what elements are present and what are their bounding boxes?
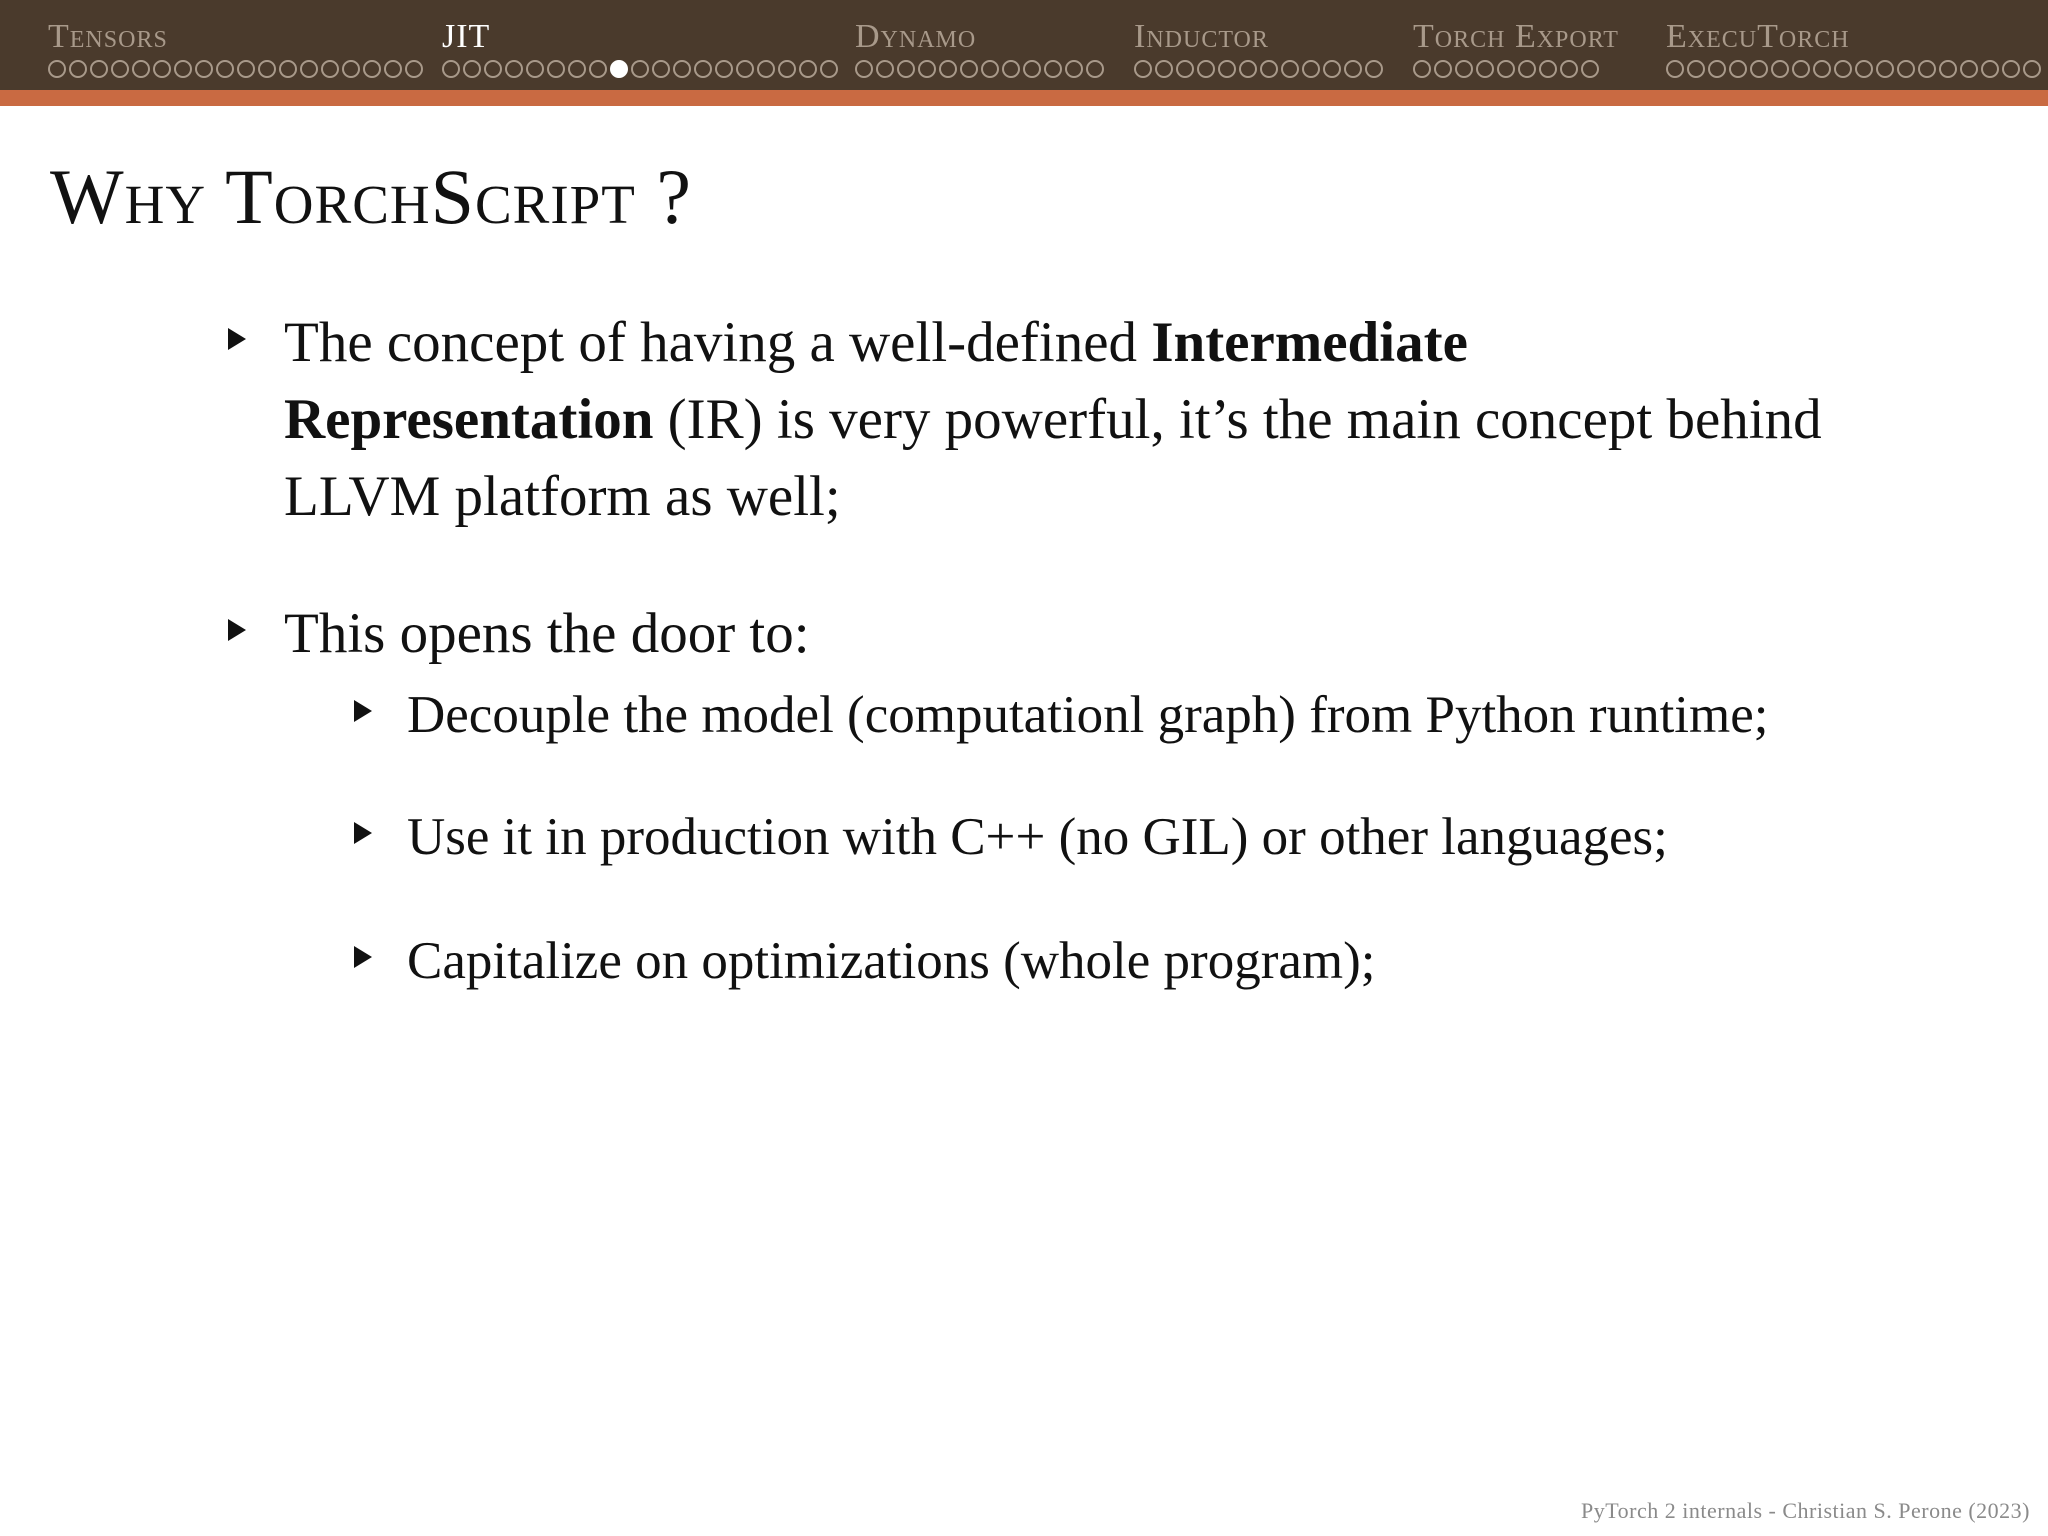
nav-dot[interactable] bbox=[526, 60, 544, 78]
footer-credit: PyTorch 2 internals - Christian S. Perone (2023) bbox=[1581, 1498, 2030, 1523]
nav-dot[interactable] bbox=[1497, 60, 1515, 78]
sub-bullet-decouple: Decouple the model (computationl graph) from Python runtime; bbox=[407, 686, 1769, 744]
nav-dot[interactable] bbox=[1581, 60, 1599, 78]
nav-dot[interactable] bbox=[174, 60, 192, 78]
nav-dot[interactable] bbox=[1813, 60, 1831, 78]
nav-dot[interactable] bbox=[1476, 60, 1494, 78]
bullet-marker-icon bbox=[228, 328, 246, 350]
nav-dot[interactable] bbox=[1155, 60, 1173, 78]
nav-dot[interactable] bbox=[1518, 60, 1536, 78]
nav-dot[interactable] bbox=[1981, 60, 1999, 78]
nav-dot[interactable] bbox=[195, 60, 213, 78]
bullet-text: The concept of having a well-defined bbox=[284, 311, 1152, 374]
nav-dot[interactable] bbox=[300, 60, 318, 78]
nav-dot[interactable] bbox=[855, 60, 873, 78]
nav-dot[interactable] bbox=[279, 60, 297, 78]
bullet-marker-icon bbox=[228, 619, 246, 641]
nav-dot[interactable] bbox=[1218, 60, 1236, 78]
nav-dot[interactable] bbox=[48, 60, 66, 78]
nav-dot[interactable] bbox=[1834, 60, 1852, 78]
nav-section-title[interactable]: ExecuTorch bbox=[1666, 18, 1850, 55]
nav-dot[interactable] bbox=[1197, 60, 1215, 78]
nav-dot[interactable] bbox=[1666, 60, 1684, 78]
nav-dot[interactable] bbox=[1560, 60, 1578, 78]
nav-dots bbox=[1134, 60, 1383, 78]
nav-dot[interactable] bbox=[1960, 60, 1978, 78]
nav-dot[interactable] bbox=[694, 60, 712, 78]
nav-dot[interactable] bbox=[505, 60, 523, 78]
nav-section-title[interactable]: Torch Export bbox=[1413, 18, 1619, 55]
nav-dot[interactable] bbox=[90, 60, 108, 78]
nav-dot[interactable] bbox=[1023, 60, 1041, 78]
nav-dot[interactable] bbox=[405, 60, 423, 78]
nav-dot[interactable] bbox=[1750, 60, 1768, 78]
sub-bullet-marker-icon bbox=[354, 946, 372, 968]
nav-dot[interactable] bbox=[589, 60, 607, 78]
nav-dot[interactable] bbox=[1323, 60, 1341, 78]
nav-dot[interactable] bbox=[960, 60, 978, 78]
sub-bullet-optimizations: Capitalize on optimizations (whole program); bbox=[407, 932, 1376, 990]
nav-dots bbox=[1413, 60, 1599, 78]
nav-dot[interactable] bbox=[1176, 60, 1194, 78]
nav-dot[interactable] bbox=[216, 60, 234, 78]
nav-dot[interactable] bbox=[568, 60, 586, 78]
nav-dot[interactable] bbox=[1281, 60, 1299, 78]
nav-dot[interactable] bbox=[876, 60, 894, 78]
nav-dot[interactable] bbox=[757, 60, 775, 78]
nav-dot[interactable] bbox=[1434, 60, 1452, 78]
nav-dot[interactable] bbox=[1855, 60, 1873, 78]
bullet-opens-door: This opens the door to: bbox=[284, 602, 810, 665]
nav-dot[interactable] bbox=[1729, 60, 1747, 78]
nav-dot[interactable] bbox=[715, 60, 733, 78]
nav-dot[interactable] bbox=[111, 60, 129, 78]
nav-dot[interactable] bbox=[1876, 60, 1894, 78]
sub-bullet-marker-icon bbox=[354, 822, 372, 844]
nav-dot[interactable] bbox=[132, 60, 150, 78]
nav-dot[interactable] bbox=[1939, 60, 1957, 78]
nav-dot[interactable] bbox=[1413, 60, 1431, 78]
nav-dot[interactable] bbox=[2023, 60, 2041, 78]
nav-dot[interactable] bbox=[1792, 60, 1810, 78]
nav-section-title[interactable]: Dynamo bbox=[855, 18, 977, 55]
nav-dot[interactable] bbox=[258, 60, 276, 78]
nav-dot[interactable] bbox=[1365, 60, 1383, 78]
bullet-text: (IR) is very powerful, it’s the main concept behind LLVM platform as well; bbox=[284, 388, 1822, 528]
nav-dot[interactable] bbox=[1897, 60, 1915, 78]
nav-section-title[interactable]: JIT bbox=[442, 18, 491, 55]
nav-dot[interactable] bbox=[1771, 60, 1789, 78]
nav-dots bbox=[48, 60, 423, 78]
nav-dot[interactable] bbox=[1002, 60, 1020, 78]
nav-dot[interactable] bbox=[363, 60, 381, 78]
nav-dot[interactable] bbox=[673, 60, 691, 78]
nav-dot[interactable] bbox=[1065, 60, 1083, 78]
section-navigation-bar bbox=[0, 0, 2048, 90]
nav-dot[interactable] bbox=[463, 60, 481, 78]
nav-dot[interactable] bbox=[384, 60, 402, 78]
nav-dot[interactable] bbox=[1539, 60, 1557, 78]
nav-dot[interactable] bbox=[237, 60, 255, 78]
bullet-bold-text: Intermediate Representation bbox=[284, 311, 1468, 451]
nav-dot[interactable] bbox=[939, 60, 957, 78]
nav-section-title[interactable]: Tensors bbox=[48, 18, 168, 55]
nav-dot[interactable] bbox=[342, 60, 360, 78]
bullet-ir-concept bbox=[284, 304, 1844, 535]
nav-dot[interactable] bbox=[321, 60, 339, 78]
nav-accent-stripe bbox=[0, 90, 2048, 106]
nav-dot[interactable] bbox=[736, 60, 754, 78]
nav-dot[interactable] bbox=[1455, 60, 1473, 78]
nav-dot[interactable] bbox=[1044, 60, 1062, 78]
nav-dot[interactable] bbox=[1260, 60, 1278, 78]
nav-dot[interactable] bbox=[2002, 60, 2020, 78]
nav-dot-current[interactable] bbox=[610, 60, 628, 78]
nav-dot[interactable] bbox=[1302, 60, 1320, 78]
nav-dot[interactable] bbox=[484, 60, 502, 78]
sub-bullet-marker-icon bbox=[354, 700, 372, 722]
nav-dot[interactable] bbox=[547, 60, 565, 78]
sub-bullet-production: Use it in production with C++ (no GIL) or other languages; bbox=[407, 808, 1668, 866]
nav-dot[interactable] bbox=[1086, 60, 1104, 78]
nav-dot[interactable] bbox=[1239, 60, 1257, 78]
nav-dot[interactable] bbox=[1687, 60, 1705, 78]
nav-dot[interactable] bbox=[778, 60, 796, 78]
nav-dots bbox=[442, 60, 838, 78]
nav-dot[interactable] bbox=[820, 60, 838, 78]
nav-dot[interactable] bbox=[652, 60, 670, 78]
nav-dot[interactable] bbox=[897, 60, 915, 78]
nav-dot[interactable] bbox=[1344, 60, 1362, 78]
nav-dot[interactable] bbox=[69, 60, 87, 78]
nav-dot[interactable] bbox=[442, 60, 460, 78]
nav-dot[interactable] bbox=[1918, 60, 1936, 78]
nav-dot[interactable] bbox=[153, 60, 171, 78]
nav-dot[interactable] bbox=[1708, 60, 1726, 78]
nav-dots bbox=[1666, 60, 2041, 78]
nav-dot[interactable] bbox=[918, 60, 936, 78]
nav-dot[interactable] bbox=[1134, 60, 1152, 78]
nav-dots bbox=[855, 60, 1104, 78]
slide-title: Why TorchScript ? bbox=[50, 153, 692, 240]
nav-dot[interactable] bbox=[799, 60, 817, 78]
nav-dot[interactable] bbox=[981, 60, 999, 78]
nav-dot[interactable] bbox=[631, 60, 649, 78]
nav-section-title[interactable]: Inductor bbox=[1134, 18, 1269, 55]
